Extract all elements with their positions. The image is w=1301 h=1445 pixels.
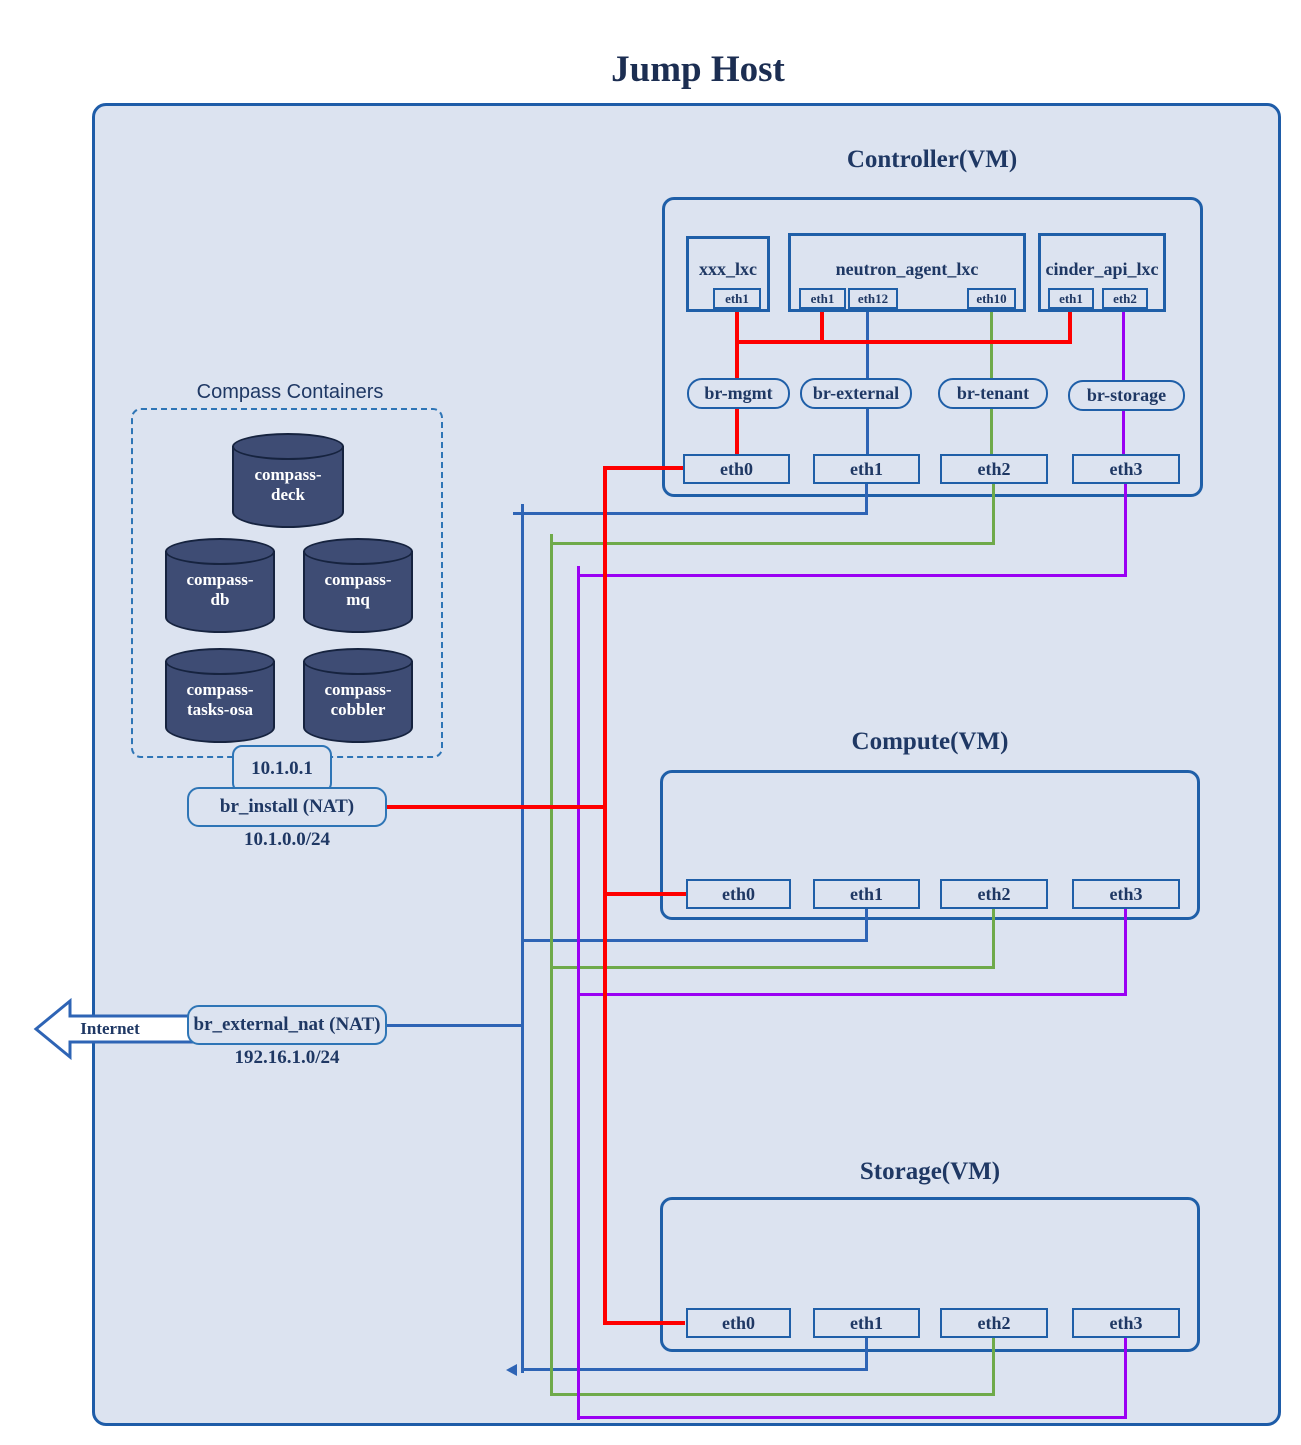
storage-network-wire (577, 574, 1127, 577)
install-bridge-box: br_install (NAT) (187, 787, 387, 827)
internet-label: Internet (80, 1019, 140, 1038)
compute-vm-title: Compute(VM) (851, 728, 1009, 755)
storage-network-wire (1122, 410, 1125, 454)
mgmt-network-wire (735, 309, 739, 343)
compass-cobbler-container (303, 648, 413, 743)
compute-eth3: eth3 (1072, 879, 1180, 909)
compass-tasks-osa-container (165, 648, 275, 743)
storage-eth3: eth3 (1072, 1308, 1180, 1338)
controller-eth2: eth2 (940, 454, 1048, 484)
install-network-wire (387, 805, 605, 809)
external-network-wire (387, 1024, 521, 1027)
page-title: Jump Host (611, 49, 785, 90)
compass-db-container (165, 538, 275, 633)
cylinder-label: compass- tasks-osa (186, 680, 254, 720)
external-wire-arrowhead-icon (506, 1364, 517, 1376)
storage-vm-title: Storage(VM) (859, 1158, 1001, 1185)
storage-network-wire (1124, 484, 1127, 577)
compute-eth1: eth1 (813, 879, 920, 909)
external-network-wire (866, 408, 869, 454)
mgmt-network-wire (603, 892, 688, 896)
bridge-br-external: br-external (800, 378, 912, 409)
bridge-br-storage: br-storage (1068, 380, 1185, 411)
controller-vm-title: Controller(VM) (846, 146, 1018, 173)
cylinder-top (165, 538, 275, 565)
storage-eth2: eth2 (940, 1308, 1048, 1338)
mgmt-network-wire (735, 408, 739, 454)
neutron-agent-lxc-label: neutron_agent_lxc (835, 259, 979, 279)
tenant-network-trunk (550, 534, 553, 1396)
storage-network-wire (1124, 909, 1127, 996)
storage-eth1: eth1 (813, 1308, 920, 1338)
port-chip: eth2 (1102, 288, 1148, 309)
port-chip: eth10 (967, 288, 1016, 309)
external-network-wire (521, 939, 868, 942)
mgmt-network-wire (735, 342, 739, 378)
bridge-br-mgmt: br-mgmt (687, 378, 790, 409)
tenant-network-wire (550, 966, 995, 969)
external-network-wire (521, 1368, 868, 1371)
cylinder-label: compass- deck (254, 465, 322, 505)
port-chip: eth1 (1048, 288, 1094, 309)
external-network-wire (521, 512, 868, 515)
mgmt-network-wire (603, 1321, 685, 1325)
install-bridge-ip-box: 10.1.0.1 (232, 745, 332, 793)
compass-mq-container (303, 538, 413, 633)
external-nat-bridge-box: br_external_nat (NAT) (187, 1005, 387, 1045)
cylinder-top (303, 648, 413, 675)
tenant-network-wire (992, 909, 995, 969)
mgmt-network-bus (735, 340, 1072, 344)
port-chip: eth1 (799, 288, 846, 309)
controller-eth0: eth0 (683, 454, 790, 484)
port-chip: eth1 (713, 288, 761, 309)
cylinder-top (232, 433, 344, 460)
controller-eth1: eth1 (813, 454, 920, 484)
compute-eth0: eth0 (686, 879, 791, 909)
cylinder-label: compass- cobbler (324, 680, 392, 720)
storage-network-wire (1122, 309, 1125, 380)
external-network-wire (865, 909, 868, 941)
tenant-network-wire (550, 1393, 995, 1396)
tenant-network-wire (992, 1338, 995, 1396)
mgmt-network-wire (1068, 309, 1072, 343)
install-subnet-label: 10.1.0.0/24 (243, 829, 331, 850)
cylinder-label: compass- mq (324, 570, 392, 610)
cylinder-top (165, 648, 275, 675)
controller-eth3: eth3 (1072, 454, 1180, 484)
external-subnet-label: 192.16.1.0/24 (234, 1047, 340, 1068)
storage-network-wire (1124, 1338, 1127, 1419)
storage-network-wire (577, 1416, 1127, 1419)
compass-containers-title: Compass Containers (196, 381, 384, 403)
external-network-wire (865, 1338, 868, 1371)
tenant-network-wire (992, 484, 995, 545)
external-network-wire (865, 484, 868, 515)
storage-eth0: eth0 (686, 1308, 791, 1338)
tenant-network-wire (550, 542, 995, 545)
mgmt-network-wire (603, 466, 685, 470)
cinder-api-lxc-label: cinder_api_lxc (1045, 259, 1159, 279)
xxx-lxc-label: xxx_lxc (699, 259, 757, 279)
compass-deck-container (232, 433, 344, 528)
storage-network-wire (577, 993, 1127, 996)
compute-eth2: eth2 (940, 879, 1048, 909)
tenant-network-wire (990, 408, 993, 454)
bridge-br-tenant: br-tenant (938, 378, 1048, 409)
cylinder-top (303, 538, 413, 565)
cylinder-label: compass- db (186, 570, 254, 610)
mgmt-network-wire (820, 309, 824, 343)
external-network-wire (513, 512, 521, 515)
port-chip: eth12 (848, 288, 898, 309)
